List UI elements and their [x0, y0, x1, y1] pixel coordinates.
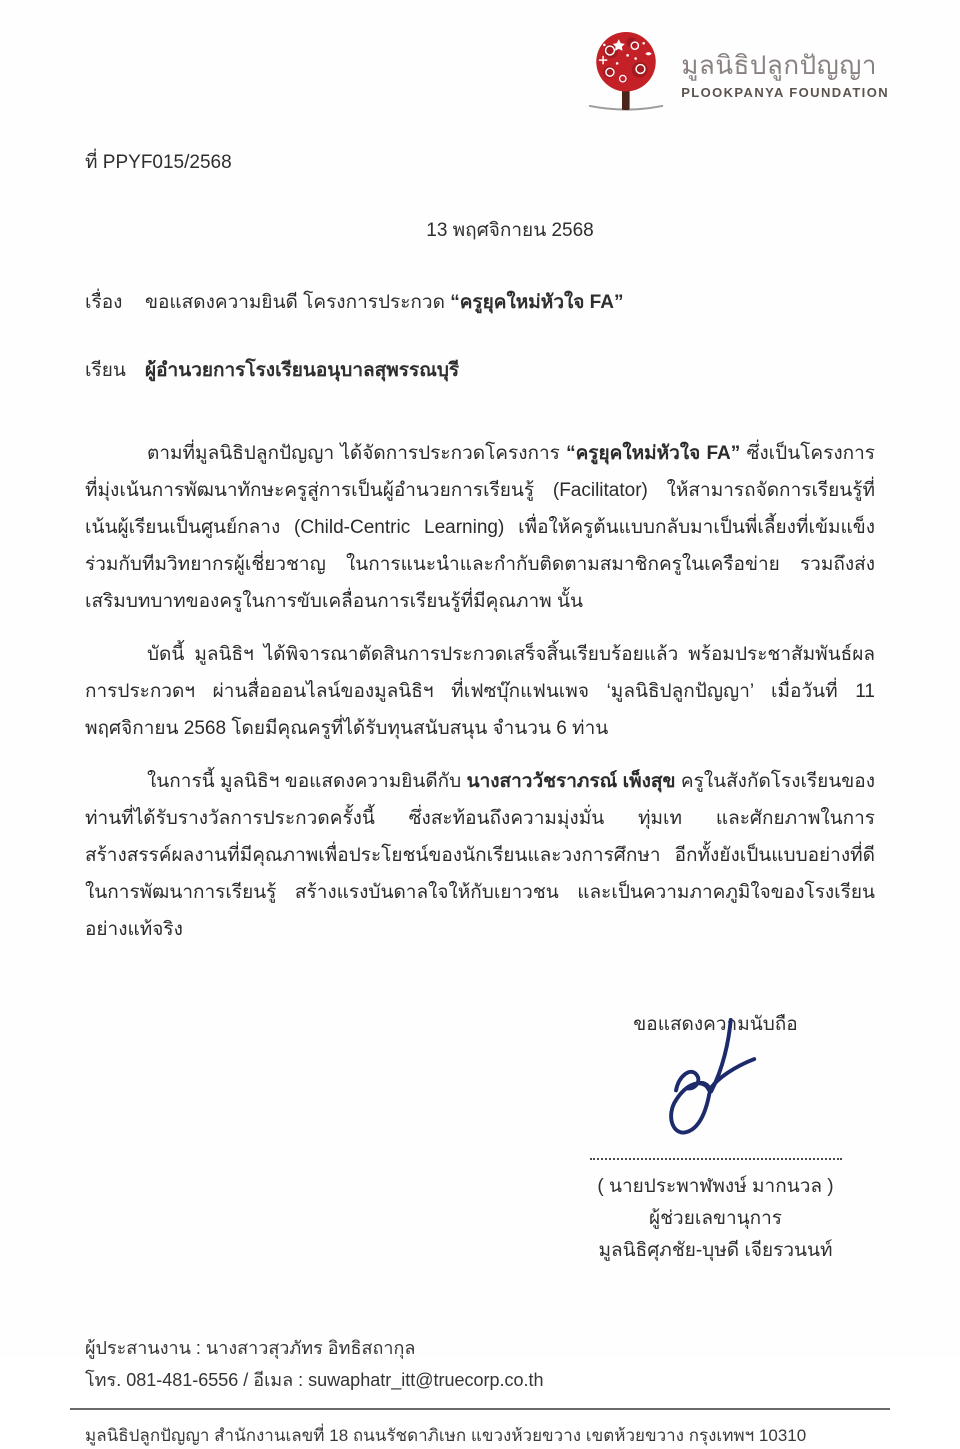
closing-block — [543, 1010, 888, 1266]
footer-divider — [70, 1408, 890, 1410]
foundation-name-english: PLOOKPANYA FOUNDATION — [681, 84, 889, 100]
signer-title: ผู้ช่วยเลขานุการ — [649, 1208, 782, 1229]
paragraph-3-awardee-name: นางสาววัชราภรณ์ เพ็งสุข — [466, 771, 676, 792]
foundation-tree-icon — [583, 28, 669, 123]
subject-text: ขอแสดงความยินดี โครงการประกวด “ครูยุคใหม่หัวใจ FA” — [145, 292, 624, 313]
subject-label: เรื่อง — [85, 292, 123, 313]
foundation-logo-text — [681, 51, 889, 100]
foundation-address: มูลนิธิปลูกปัญญา สำนักงานเลขที่ 18 ถนนรัชดาภิเษก แขวงห้วยขวาง เขตห้วยขวาง กรุงเทพฯ 10310 — [85, 1426, 807, 1445]
paragraph-1-highlight: “ครูยุคใหม่หัวใจ FA” — [566, 443, 741, 464]
recipient-label: เรียน — [85, 360, 126, 381]
recipient-name: ผู้อำนวยการโรงเรียนอนุบาลสุพรรณบุรี — [145, 360, 460, 381]
reference-number: ที่ PPYF015/2568 — [85, 152, 232, 173]
signer-organization: มูลนิธิศุภชัย-บุษดี เจียรวนนท์ — [598, 1240, 833, 1261]
coordinator-phone-email: โทร. 081-481-6556 / อีเมล : suwaphatr_itt@truecorp.co.th — [85, 1370, 544, 1390]
coordinator-name: ผู้ประสานงาน : นางสาวสุวภัทร อิทธิสถากุล — [85, 1338, 416, 1358]
subject-highlight: “ครูยุคใหม่หัวใจ FA” — [450, 292, 624, 313]
letter-body — [85, 435, 875, 948]
salutation: ขอแสดงความนับถือ — [633, 1014, 798, 1035]
contact-info — [85, 1332, 875, 1396]
letter-date: 13 พฤศจิกายน 2568 — [426, 220, 594, 241]
foundation-logo — [85, 28, 889, 123]
recipient-line — [85, 355, 875, 385]
paragraph-3: ในการนี้ มูลนิธิฯ ขอแสดงความยินดีกับ นางสาววัชราภรณ์ เพ็งสุข ครูในสังกัดโรงเรียนของท่านที่ได้รับรางวัลการประกวดครั้งนี้ ซึ่งสะท้อนถึงความมุ่งมั่น ทุ่มเท และศักยภาพในการสร้างสรรค์ผลงานที่มีคุณภาพเพื่อประโยชน์ของนักเรียนและวงการศึกษา อีกทั้งยังเป็นแบบอย่างที่ดีในการพัฒนาการเรียนรู้ สร้างแรงบันดาลใจให้กับเยาวชน และเป็นความภาคภูมิใจของโรงเรียนอย่างแท้จริง — [85, 771, 875, 940]
paragraph-2: บัดนี้ มูลนิธิฯ ได้พิจารณาตัดสินการประกวดเสร็จสิ้นเรียบร้อยแล้ว พร้อมประชาสัมพันธ์ผลการประกวดฯ ผ่านสื่อออนไลน์ของมูลนิธิฯ ที่เฟซบุ๊กแฟนเพจ ‘มูลนิธิปลูกปัญญา’ เมื่อวันที่ 11 พฤศจิกายน 2568 โดยมีคุณครูที่ได้รับทุนสนับสนุน จำนวน 6 ท่าน — [85, 644, 875, 739]
subject-line — [85, 287, 875, 317]
paragraph-1: ตามที่มูลนิธิปลูกปัญญา ได้จัดการประกวดโครงการ “ครูยุคใหม่หัวใจ FA” ซึ่งเป็นโครงการที่มุ่งเน้นการพัฒนาทักษะครูสู่การเป็นผู้อำนวยการเรียนรู้ (Facilitator) ให้สามารถจัดการเรียนรู้ที่เน้นผู้เรียนเป็นศูนย์กลาง (Child-Centric Learning) เพื่อให้ครูต้นแบบกลับมาเป็นพี่เลี้ยงที่เข้มแข็งร่วมกับทีมวิทยากรผู้เชี่ยวชาญ ในการแนะนำและกำกับติดตามสมาชิกครูในเครือข่าย รวมถึงส่งเสริมบทบาทของครูในการขับเคลื่อนการเรียนรู้ที่มีคุณภาพ นั้น — [85, 443, 875, 612]
signer-name: ( นายประพาฬพงษ์ มากนวล ) — [597, 1176, 834, 1197]
signature-line — [590, 1158, 842, 1160]
foundation-name-thai: มูลนิธิปลูกปัญญา — [681, 50, 878, 81]
